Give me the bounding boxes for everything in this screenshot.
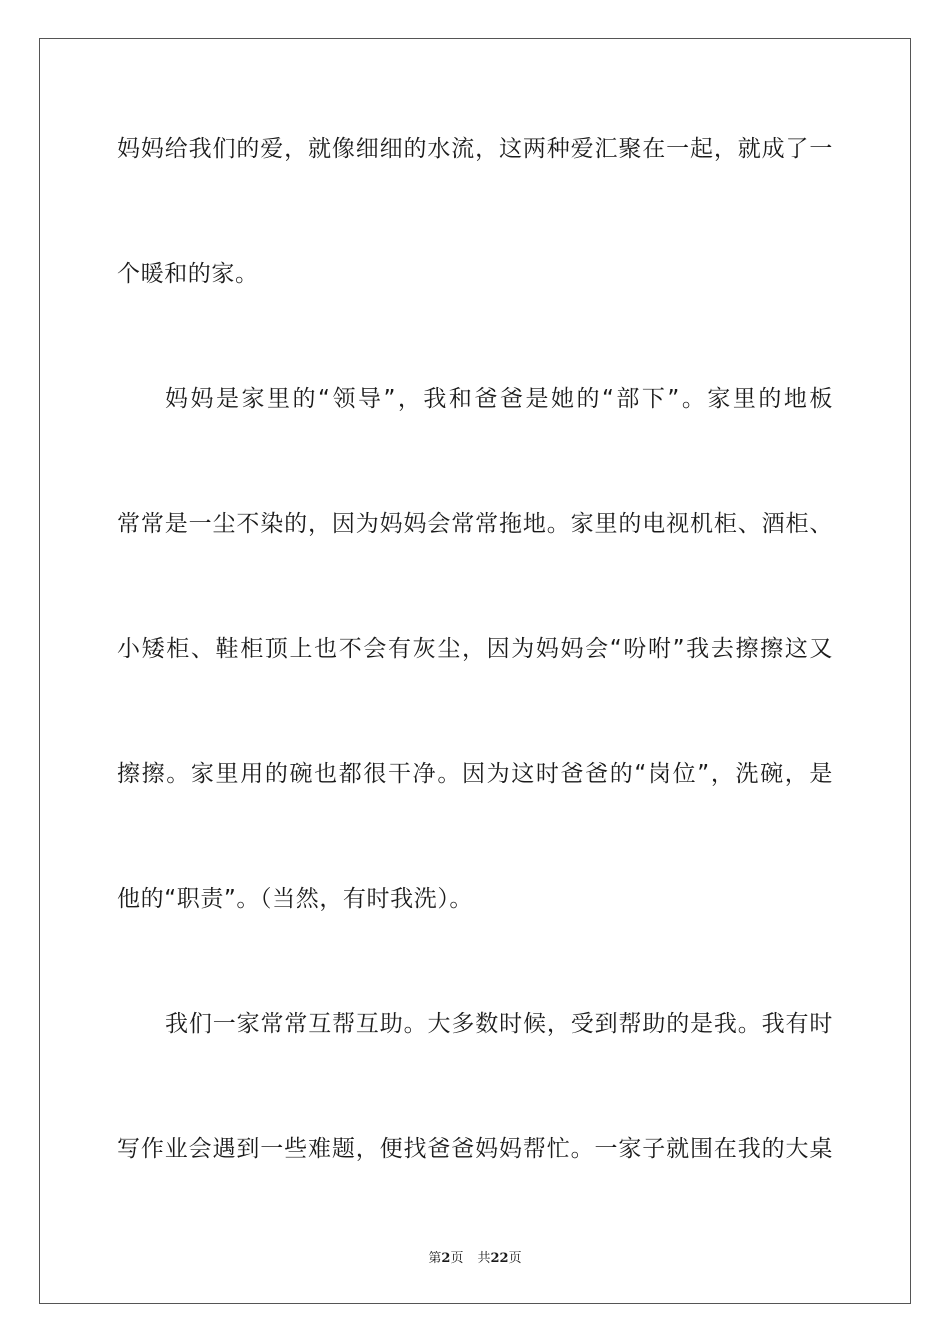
text-line-1: 妈妈给我们的爱，就像细细的水流，这两种爱汇聚在一起，就成了一 <box>117 136 833 162</box>
page-footer <box>0 1247 950 1266</box>
footer-total-prefix: 共 <box>477 1251 491 1266</box>
footer-total-pages: 22 <box>490 1251 509 1266</box>
footer-page-suffix: 页 <box>450 1251 464 1266</box>
footer-page-number: 2 <box>441 1251 451 1266</box>
text-line-7: 他的“职责”。（当然，有时我洗）。 <box>117 886 474 912</box>
text-line-9: 写作业会遇到一些难题，便找爸爸妈妈帮忙。一家子就围在我的大桌 <box>117 1136 833 1162</box>
footer-total-suffix: 页 <box>508 1251 522 1266</box>
text-line-4: 常常是一尘不染的，因为妈妈会常常拖地。家里的电视机柜、酒柜、 <box>117 511 833 537</box>
text-line-3: 妈妈是家里的“领导”，我和爸爸是她的“部下”。家里的地板 <box>165 386 833 412</box>
text-line-6: 擦擦。家里用的碗也都很干净。因为这时爸爸的“岗位”，洗碗，是 <box>117 761 833 787</box>
text-line-5: 小矮柜、鞋柜顶上也不会有灰尘，因为妈妈会“吩咐”我去擦擦这又 <box>117 636 833 662</box>
text-line-8: 我们一家常常互帮互助。大多数时候，受到帮助的是我。我有时 <box>165 1011 833 1037</box>
footer-page-prefix: 第 <box>428 1251 442 1266</box>
page-border <box>39 38 911 1304</box>
text-line-2: 个暖和的家。 <box>117 261 259 287</box>
